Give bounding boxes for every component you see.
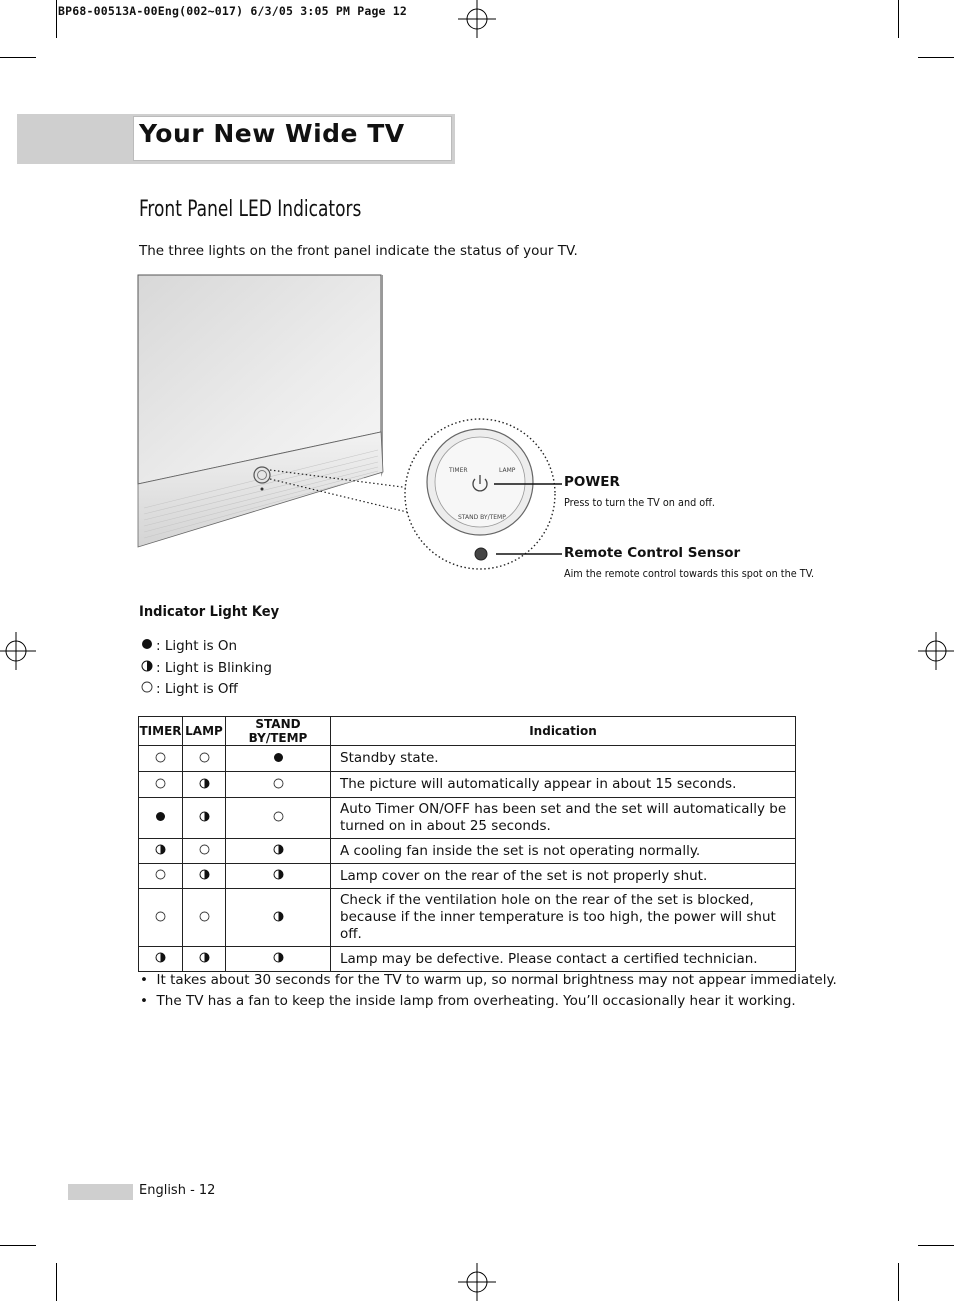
cell-lamp: [183, 772, 226, 798]
cell-indication: A cooling fan inside the set is not operating normally.: [331, 839, 796, 864]
cell-indication: Auto Timer ON/OFF has been set and the set will automatically be turned on in about 25 seconds.: [331, 798, 796, 839]
light-blinking-icon: [199, 777, 210, 793]
light-off-icon: [155, 751, 166, 767]
sensor-callout-desc: Aim the remote control towards this spot on the TV.: [564, 567, 815, 580]
light-off-icon: [155, 910, 166, 926]
cell-lamp: [183, 864, 226, 889]
cell-lamp: [183, 746, 226, 772]
cell-timer: [139, 889, 183, 947]
light-blinking-icon: [273, 868, 284, 884]
chapter-title: Your New Wide TV: [139, 119, 405, 148]
cell-timer: [139, 798, 183, 839]
cell-timer: [139, 746, 183, 772]
print-header: BP68-00513A-00Eng(002~017) 6/3/05 3:05 PM Page 12: [58, 4, 408, 18]
cell-indication: Lamp cover on the rear of the set is not properly shut.: [331, 864, 796, 889]
key-item-label: : Light is Blinking: [156, 660, 272, 676]
power-callout-desc: Press to turn the TV on and off.: [564, 496, 715, 509]
cell-indication: Check if the ventilation hole on the rear of the set is blocked, because if the inner temperature is too high, the power will shut off.: [331, 889, 796, 947]
light-blinking-icon: [141, 660, 156, 676]
cell-standby: [226, 839, 331, 864]
light-off-icon: [141, 681, 156, 697]
page-footer: English - 12: [139, 1183, 216, 1198]
key-item: [141, 681, 238, 697]
header-timer: TIMER: [139, 717, 183, 746]
registration-mark-icon: [916, 632, 954, 670]
table-row: [139, 839, 796, 864]
led-status-table: [138, 716, 796, 972]
key-item: [141, 660, 272, 676]
cell-timer: [139, 772, 183, 798]
key-item-label: : Light is On: [156, 638, 238, 654]
table-row: [139, 798, 796, 839]
cell-standby: [226, 947, 331, 972]
light-on-icon: [155, 810, 166, 826]
cell-timer: [139, 864, 183, 889]
table-row: [139, 889, 796, 947]
remote-sensor-icon: [475, 548, 487, 560]
cell-standby: [226, 889, 331, 947]
footer-bar: [68, 1184, 133, 1200]
registration-mark-icon: [458, 0, 496, 38]
light-blinking-icon: [199, 868, 210, 884]
tv-front-panel-illustration: [134, 272, 564, 577]
table-row: [139, 864, 796, 889]
registration-mark-icon: [0, 632, 38, 670]
section-title: Front Panel LED Indicators: [139, 197, 362, 222]
light-off-icon: [155, 777, 166, 793]
sensor-callout-title: Remote Control Sensor: [564, 545, 741, 561]
panel-label-timer: TIMER: [449, 467, 468, 474]
table-header-row: [139, 717, 796, 746]
light-off-icon: [199, 910, 210, 926]
cell-lamp: [183, 889, 226, 947]
light-blinking-icon: [273, 951, 284, 967]
list-item: • It takes about 30 seconds for the TV to warm up, so normal brightness may not appear immediately.: [140, 972, 837, 988]
light-on-icon: [273, 751, 284, 767]
key-title: Indicator Light Key: [139, 604, 280, 620]
key-item-label: : Light is Off: [156, 681, 238, 697]
panel-label-standby: STAND BY/TEMP: [458, 514, 506, 521]
light-blinking-icon: [155, 843, 166, 859]
cell-standby: [226, 798, 331, 839]
cell-indication: The picture will automatically appear in about 15 seconds.: [331, 772, 796, 798]
registration-mark-icon: [458, 1263, 496, 1301]
note-text: It takes about 30 seconds for the TV to warm up, so normal brightness may not appear immediately.: [156, 972, 837, 988]
header-standby: STAND BY/TEMP: [226, 717, 331, 746]
light-off-icon: [199, 751, 210, 767]
table-row: [139, 746, 796, 772]
light-blinking-icon: [273, 843, 284, 859]
cell-timer: [139, 947, 183, 972]
light-on-icon: [141, 638, 156, 654]
header-indication: Indication: [331, 717, 796, 746]
light-blinking-icon: [199, 810, 210, 826]
cell-indication: Lamp may be defective. Please contact a certified technician.: [331, 947, 796, 972]
note-text: The TV has a fan to keep the inside lamp from overheating. You’ll occasionally hear it working.: [156, 993, 796, 1009]
cell-indication: Standby state.: [331, 746, 796, 772]
light-blinking-icon: [155, 951, 166, 967]
light-off-icon: [155, 868, 166, 884]
cell-standby: [226, 746, 331, 772]
table-row: [139, 772, 796, 798]
cell-standby: [226, 864, 331, 889]
intro-text: The three lights on the front panel indicate the status of your TV.: [139, 243, 578, 259]
key-item: [141, 638, 237, 654]
notes-list: [140, 970, 837, 1012]
light-off-icon: [273, 810, 284, 826]
cell-lamp: [183, 947, 226, 972]
table-row: [139, 947, 796, 972]
panel-label-lamp: LAMP: [499, 467, 516, 474]
cell-standby: [226, 772, 331, 798]
light-off-icon: [273, 777, 284, 793]
power-callout-title: POWER: [564, 474, 620, 490]
cell-timer: [139, 839, 183, 864]
cell-lamp: [183, 798, 226, 839]
header-lamp: LAMP: [183, 717, 226, 746]
light-blinking-icon: [273, 910, 284, 926]
cell-lamp: [183, 839, 226, 864]
list-item: • The TV has a fan to keep the inside lamp from overheating. You’ll occasionally hear it working.: [140, 993, 796, 1009]
light-off-icon: [199, 843, 210, 859]
light-blinking-icon: [199, 951, 210, 967]
